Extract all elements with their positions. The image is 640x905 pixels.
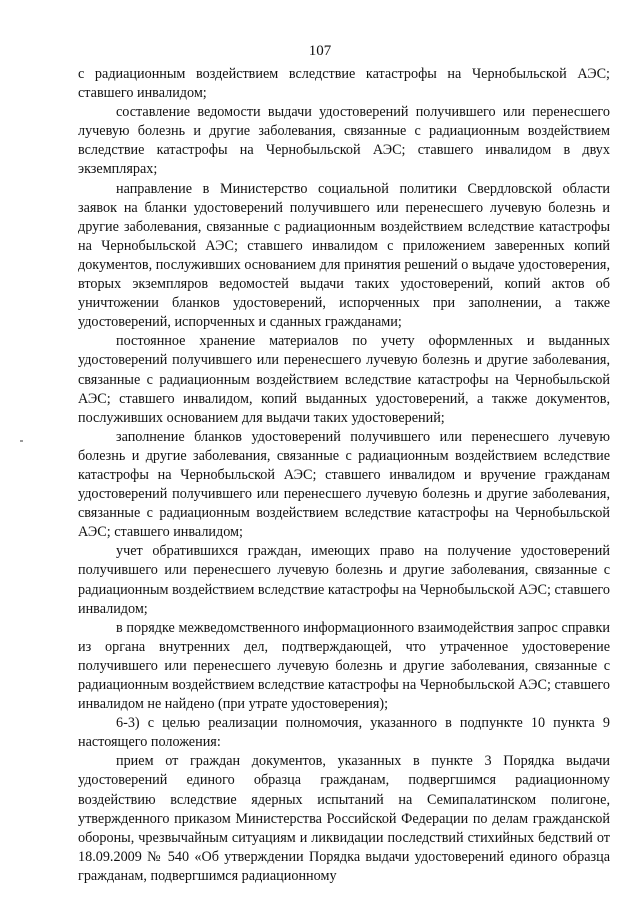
paragraph-citizen-accounting: учет обратившихся граждан, имеющих право на получение удостоверений получившего или перенесшего лучевую болезнь и другие заболевания, связанные с радиационным воздействием вследствие катастрофы на Чернобыльской АЭС; ставшего инвалидом; — [78, 543, 610, 617]
paragraph-filling-blanks: заполнение бланков удостоверений получившего или перенесшего лучевую болезнь и другие заболевания, связанные с радиационным воздействием вследствие катастрофы на Чернобыльской АЭС; ставшего инвалидом и вручение гражданам удостоверений получившего или перенесшего лучевую болезнь и другие заболевания, связанные с радиационным воздействием вследствие катастрофы на Чернобыльской АЭС; ставшего инвалидом; — [78, 428, 610, 541]
paragraph-subsection-6-3: 6-3) с целью реализации полномочия, указанного в подпункте 10 пункта 9 настоящего положения: — [78, 715, 610, 751]
paragraph-document-intake: прием от граждан документов, указанных в пункте 3 Порядка выдачи удостоверений единого образца гражданам, подвергшимся радиационному воздействию вследствие ядерных испытаний на Семипалатинском полигоне, утвержденного приказом Министерства Российской Федерации по делам гражданской обороны, чрезвычайным ситуациям и ликвидации последствий стихийных бедствий от 18.09.2009 № 540 «Об утверждении Порядка выдачи удостоверений единого образца гражданам, подвергшимся радиационному — [78, 753, 610, 884]
paragraph-register-compilation: составление ведомости выдачи удостоверений получившего или перенесшего лучевую болезнь и другие заболевания, связанные с радиационным воздействием вследствие катастрофы на Чернобыльской АЭС; ставшего инвалидом в двух экземплярах; — [78, 104, 610, 178]
paragraph-interagency-request: в порядке межведомственного информационного взаимодействия запрос справки из органа внутренних дел, подтверждающей, что утраченное удостоверение получившего или перенесшего лучевую болезнь и другие заболевания, связанные с радиационным воздействием вследствие катастрофы на Чернобыльской АЭС; ставшего инвалидом не найдено (при утрате удостоверения); — [78, 619, 610, 713]
margin-mark — [20, 440, 23, 442]
paragraph-continuation: с радиационным воздействием вследствие катастрофы на Чернобыльской АЭС; ставшего инвалидом; — [78, 66, 610, 102]
page-number: 107 — [308, 43, 332, 59]
document-body — [78, 65, 610, 886]
paragraph-blank-requests: направление в Министерство социальной политики Свердловской области заявок на бланки удостоверений получившего или перенесшего лучевую болезнь и другие заболевания, связанные с радиационным воздействием вследствие катастрофы на Чернобыльской АЭС; ставшего инвалидом с приложением заверенных копий документов, послуживших основанием для принятия решений о выдаче удостоверения, вторых экземпляров ведомостей выдачи таких удостоверений, копий актов об уничтожении бланков удостоверений, испорченных при заполнении, а также удостоверений, испорченных и сданных гражданами; — [78, 180, 610, 331]
paragraph-permanent-storage: постоянное хранение материалов по учету оформленных и выданных удостоверений получившего или перенесшего лучевую болезнь и другие заболевания, связанные с радиационным воздействием вследствие катастрофы на Чернобыльской АЭС; ставшего инвалидом, копий выданных удостоверений, а также документов, послуживших основанием для выдачи таких удостоверений; — [78, 333, 610, 426]
